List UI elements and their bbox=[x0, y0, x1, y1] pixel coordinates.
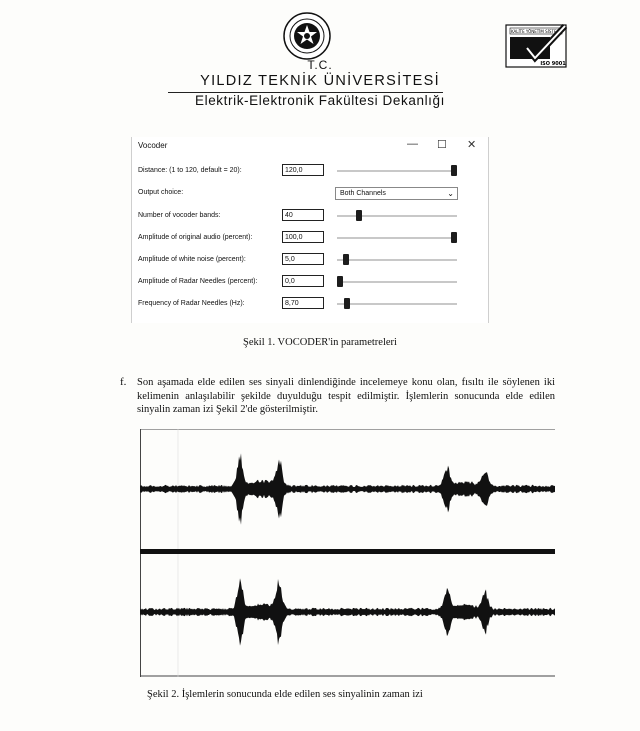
radar-amplitude-slider-thumb[interactable] bbox=[337, 276, 343, 287]
distance-slider-track[interactable] bbox=[337, 170, 457, 172]
cert-top-text: KALİTE YÖNETİM SİSTEMİ bbox=[510, 29, 562, 34]
faculty-name: Elektrik-Elektronik Fakültesi Dekanlığı bbox=[195, 93, 445, 108]
university-seal-logo bbox=[283, 12, 331, 60]
waveform-channel-1 bbox=[140, 453, 555, 524]
vocoder-bands-input[interactable]: 40 bbox=[282, 209, 324, 221]
original-audio-slider-thumb[interactable] bbox=[451, 232, 457, 243]
distance-slider-thumb[interactable] bbox=[451, 165, 457, 176]
radar-frequency-slider-track[interactable] bbox=[337, 303, 457, 305]
radar-frequency-input[interactable]: 8,70 bbox=[282, 297, 324, 309]
list-marker: f. bbox=[120, 376, 127, 388]
body-paragraph: Son aşamada elde edilen ses sinyali dinlendiğinde incelemeye konu olan, fısıltı ile söylenen iki kelimenin anlaşılabilir şekilde duyulduğu tespit edilmiştir. İşlemlerin sonucunda elde edilen sinyalin zaman izi Şekil 2'de gösterilmiştir. bbox=[137, 377, 555, 415]
output-choice-value: Both Channels bbox=[340, 190, 386, 197]
university-name: YILDIZ TEKNİK ÜNİVERSİTESİ bbox=[200, 73, 440, 89]
output-choice-select[interactable] bbox=[335, 187, 458, 200]
original-audio-slider-track[interactable] bbox=[337, 237, 457, 239]
maximize-icon[interactable]: ☐ bbox=[437, 139, 447, 151]
vocoder-bands-label: Number of vocoder bands: bbox=[138, 212, 221, 219]
original-audio-input[interactable]: 100,0 bbox=[282, 231, 324, 243]
output-choice-label: Output choice: bbox=[138, 189, 184, 196]
channel-separator bbox=[140, 549, 555, 554]
minimize-icon[interactable]: — bbox=[407, 138, 418, 150]
waveform-channel-2 bbox=[140, 578, 555, 646]
white-noise-label: Amplitude of white noise (percent): bbox=[138, 256, 246, 263]
figure-2-caption: Şekil 2. İşlemlerin sonucunda elde edilen ses sinyalinin zaman izi bbox=[147, 689, 423, 700]
close-icon[interactable]: ✕ bbox=[467, 139, 477, 151]
cert-bottom-text: ISO 9001 bbox=[540, 61, 566, 67]
radar-frequency-slider-thumb[interactable] bbox=[344, 298, 350, 309]
vocoder-bands-slider-thumb[interactable] bbox=[356, 210, 362, 221]
radar-amplitude-label: Amplitude of Radar Needles (percent): bbox=[138, 278, 258, 285]
tc-heading: T.C. bbox=[307, 58, 333, 72]
dialog-title: Vocoder bbox=[138, 141, 168, 150]
distance-input[interactable]: 120,0 bbox=[282, 164, 324, 176]
radar-frequency-label: Frequency of Radar Needles (Hz): bbox=[138, 300, 245, 307]
white-noise-input[interactable]: 5,0 bbox=[282, 253, 324, 265]
vocoder-dialog bbox=[131, 137, 489, 323]
figure-1-caption: Şekil 1. VOCODER'in parametreleri bbox=[243, 337, 397, 348]
white-noise-slider-thumb[interactable] bbox=[343, 254, 349, 265]
white-noise-slider-track[interactable] bbox=[337, 259, 457, 261]
radar-amplitude-slider-track[interactable] bbox=[337, 281, 457, 283]
original-audio-label: Amplitude of original audio (percent): bbox=[138, 234, 253, 241]
radar-amplitude-input[interactable]: 0,0 bbox=[282, 275, 324, 287]
vocoder-bands-slider-track[interactable] bbox=[337, 215, 457, 217]
distance-label: Distance: (1 to 120, default = 20): bbox=[138, 167, 242, 174]
waveform-figure bbox=[140, 429, 555, 677]
chevron-down-icon: ⌄ bbox=[447, 189, 454, 198]
